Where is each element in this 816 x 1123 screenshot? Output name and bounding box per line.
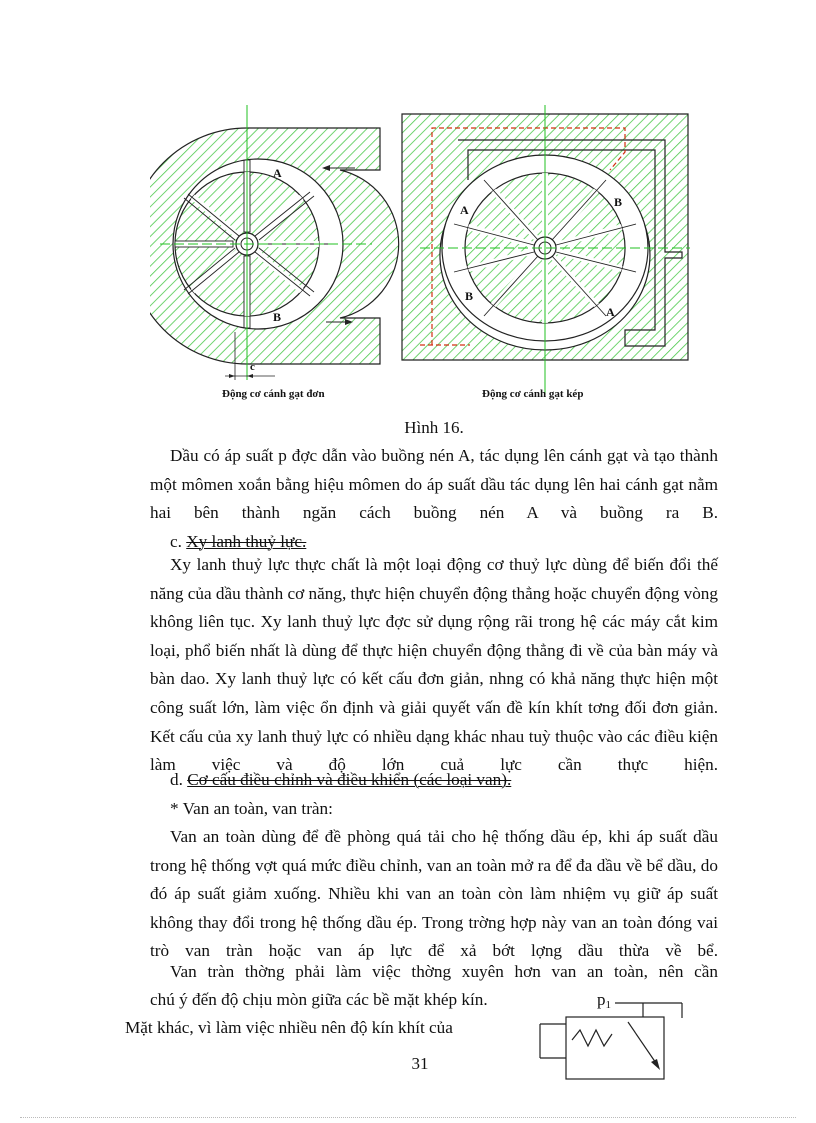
figure-16-vane-motors — [150, 100, 700, 420]
heading-d-title: Cơ cấu điều chỉnh và điều khiển (các loại van). — [187, 770, 512, 789]
valve-spring — [572, 1030, 612, 1046]
double-letter-b-top: B — [614, 195, 623, 209]
valve-label-subscript: 1 — [605, 999, 611, 1011]
double-vane-motor — [402, 105, 690, 395]
paragraph-vane-motor: Dầu có áp suất p đợc dẫn vào buồng nén A, tác dụng lên cánh gạt và tạo thành một mômen xoắn bằng hiệu mômen do áp suất dầu tác dụng lên hai cánh gạt nằm hai bên thành ngăn cách buồng nén A và buồng ra B. — [150, 446, 718, 523]
single-letter-c: c — [250, 361, 255, 373]
paragraph-overflow-valve-line3: Mặt khác, vì làm việc nhiều nên độ kín khít của — [125, 1018, 453, 1037]
heading-c-title: Xy lanh thuỷ lực. — [186, 532, 307, 551]
single-letter-a: A — [273, 166, 282, 180]
valve-body — [566, 1017, 664, 1079]
double-letter-a-bottom: A — [606, 305, 615, 319]
page-number: 31 — [411, 1054, 429, 1073]
label-double-vane-motor: Động cơ cánh gạt kép — [482, 388, 584, 400]
double-letter-a-top: A — [460, 203, 469, 217]
paragraph-safety-valve: Van an toàn dùng để đề phòng quá tải cho hệ thống dầu ép, khi áp suất dầu trong hệ thống vợt quá mức điều chỉnh, van an toàn mở ra để đa dầu về bể dầu, do đó áp suất giảm xuống. Nhiều khi van an toàn còn làm nhiệm vụ giữ áp suất không thay đổi trong hệ thống dầu ép. Trong trờng hợp này van an toàn đóng vai trò van tràn hoặc van áp lực để xả bớt lợng dầu thừa về bể. — [150, 827, 718, 961]
heading-valves — [150, 766, 718, 795]
paragraph-overflow-valve-line1: Van tràn thờng phải làm việc thờng xuyên hơn van an toàn, nên cần — [170, 962, 718, 981]
single-vane-motor — [150, 105, 399, 380]
double-letter-b-bottom: B — [465, 289, 474, 303]
page-border — [20, 1117, 796, 1118]
paragraph-hydraulic-cylinder: Xy lanh thuỷ lực thực chất là một loại động cơ thuỷ lực dùng để biến đổi thế năng của dầu thành cơ năng, thực hiện chuyển động thẳng hoặc chuyển động vòng không liên tục. Xy lanh thuỷ lực đợc sử dụng rộng rãi trong hệ các máy cắt kim loại, phổ biến nhất là dùng để thực hiện chuyển động thẳng đi về của bàn máy và bàn dao. Xy lanh thuỷ lực có kết cấu đơn giản, nhng có khả năng thực hiện một công suất lớn, làm việc ổn định và giải quyết vấn đề kín khít tơng đối đơn giản. Kết cấu của xy lanh thuỷ lực có nhiều dạng khác nhau tuỳ thuộc vào các điều kiện làm việc và độ lớn cuả lực cần thực hiện. — [150, 555, 718, 775]
paragraph-overflow-valve-line2: chú ý đến độ chịu mòn giữa các bề mặt khép kín. — [150, 990, 488, 1009]
heading-d-prefix: d. — [170, 770, 188, 789]
single-letter-b: B — [273, 310, 282, 324]
label-single-vane-motor: Động cơ cánh gạt đơn — [222, 388, 325, 400]
heading-c-prefix: c. — [170, 532, 187, 551]
sub-heading-safety-valve: * Van an toàn, van tràn: — [170, 799, 333, 818]
valve-label-p: p1 — [597, 990, 611, 1011]
overflow-valve-symbol — [530, 985, 690, 1085]
figure-caption: Hình 16. — [404, 418, 464, 437]
